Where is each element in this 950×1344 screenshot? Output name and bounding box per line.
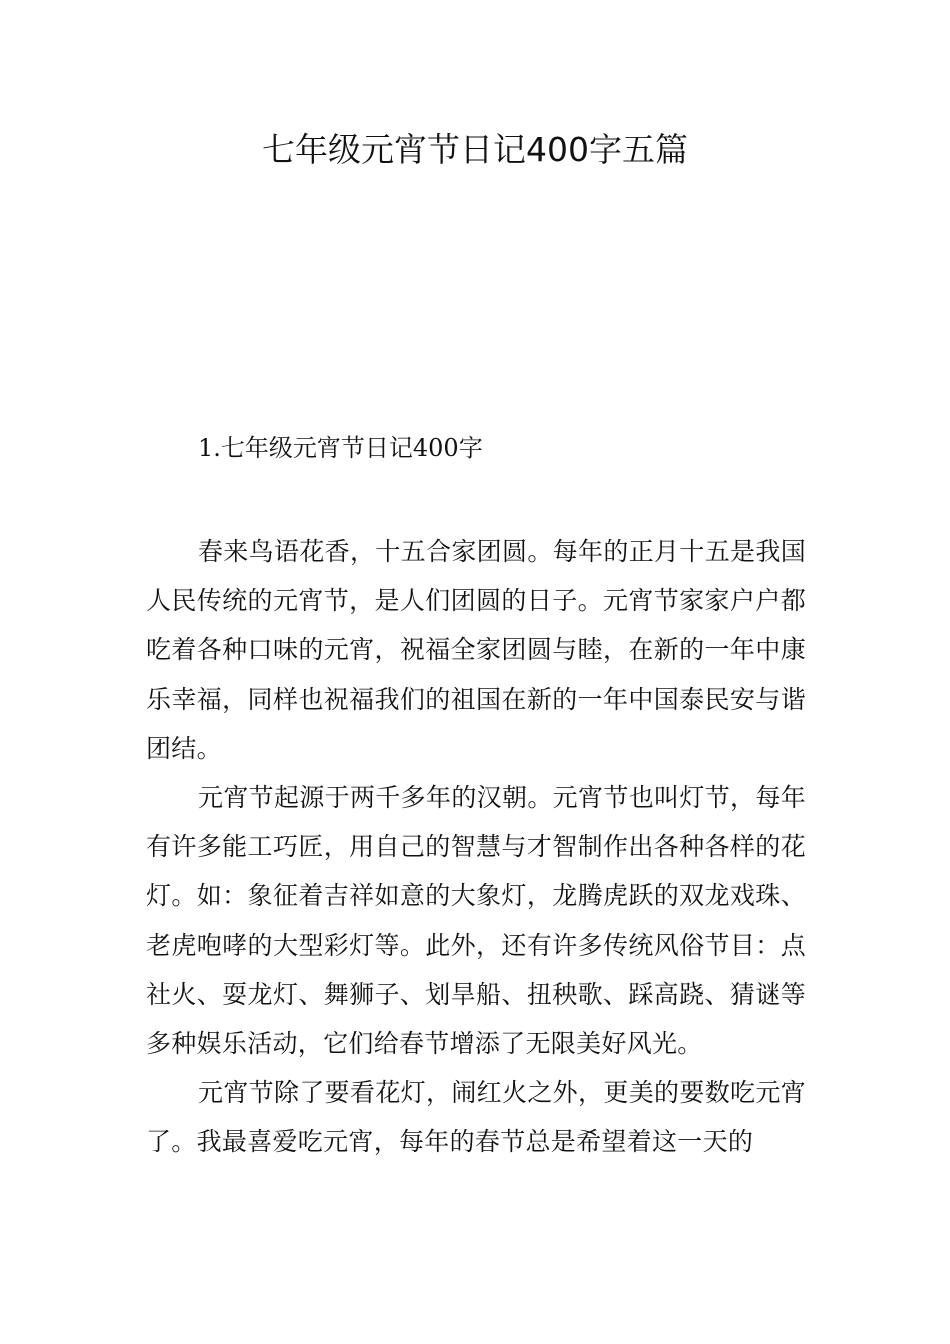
body-text	[146, 527, 806, 1167]
document-title: 七年级元宵节日记400字五篇	[262, 130, 688, 169]
paragraph: 元宵节起源于两千多年的汉朝。元宵节也叫灯节，每年有许多能工巧匠，用自己的智慧与才智制作出各种各样的花灯。如：象征着吉祥如意的大象灯，龙腾虎跃的双龙戏珠、老虎咆哮的大型彩灯等。此外，还有许多传统风俗节目：点社火、耍龙灯、舞狮子、划旱船、扭秧歌、踩高跷、猜谜等多种娱乐活动，它们给春节增添了无限美好风光。	[146, 783, 806, 1059]
paragraph: 元宵节除了要看花灯，闹红火之外，更美的要数吃元宵了。我最喜爱吃元宵，每年的春节总是希望着这一天的	[146, 1078, 806, 1157]
paragraph: 春来鸟语花香，十五合家团圆。每年的正月十五是我国人民传统的元宵节，是人们团圆的日子。元宵节家家户户都吃着各种口味的元宵，祝福全家团圆与睦，在新的一年中康乐幸福，同样也祝福我们的祖国在新的一年中国泰民安与谐团结。	[146, 537, 806, 763]
section-heading: 1.七年级元宵节日记400字	[198, 434, 483, 462]
